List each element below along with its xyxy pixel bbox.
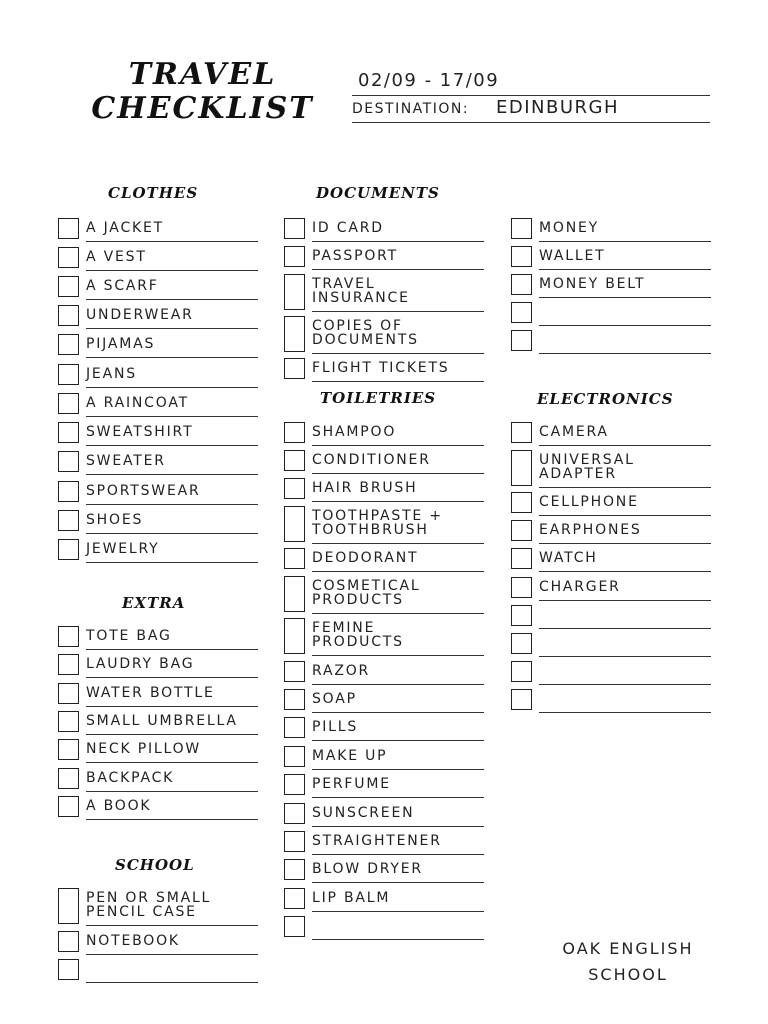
checklist-item: [284, 888, 484, 912]
item-label: BACKPACK: [86, 770, 175, 786]
item-underline: [312, 613, 484, 614]
checkbox[interactable]: [511, 605, 532, 626]
checklist-item: [58, 796, 258, 820]
item-label: COPIES OF DOCUMENTS: [312, 318, 419, 348]
checkbox[interactable]: [511, 492, 532, 513]
checklist-item: [511, 274, 711, 298]
checklist-item: [284, 246, 484, 270]
item-underline: [312, 571, 484, 572]
checklist-item: [284, 746, 484, 770]
checklist-item: [284, 831, 484, 855]
item-underline: [86, 762, 258, 763]
item-underline: [539, 628, 711, 629]
checkbox[interactable]: [511, 661, 532, 682]
checkbox[interactable]: [284, 218, 305, 239]
item-underline: [86, 241, 258, 242]
checkbox[interactable]: [58, 739, 79, 760]
item-label: JEWELRY: [86, 541, 160, 557]
item-label: LIP BALM: [312, 890, 391, 906]
checkbox[interactable]: [58, 931, 79, 952]
item-label: MONEY BELT: [539, 276, 646, 292]
checklist-item: [511, 633, 711, 657]
item-underline: [312, 241, 484, 242]
checklist-item: [511, 450, 711, 488]
checkbox[interactable]: [284, 506, 305, 542]
item-underline: [539, 445, 711, 446]
checklist-item: [511, 520, 711, 544]
checklist-item: [58, 334, 258, 358]
checkbox[interactable]: [284, 316, 305, 352]
checkbox[interactable]: [511, 633, 532, 654]
checklist-item: [58, 510, 258, 534]
destination-value: EDINBURGH: [496, 97, 620, 118]
item-underline: [86, 533, 258, 534]
checkbox[interactable]: [58, 305, 79, 326]
checklist-item: [58, 739, 258, 763]
item-underline: [312, 769, 484, 770]
checklist-item: [58, 481, 258, 505]
destination-label: DESTINATION:: [352, 101, 470, 117]
checklist-item: [284, 717, 484, 741]
item-underline: [86, 819, 258, 820]
checklist-item: [284, 689, 484, 713]
checklist-item: [58, 247, 258, 271]
checklist-item: [284, 803, 484, 827]
item-label: SHAMPOO: [312, 424, 397, 440]
item-underline: [312, 712, 484, 713]
checkbox[interactable]: [58, 654, 79, 675]
checkbox[interactable]: [284, 358, 305, 379]
item-underline: [312, 939, 484, 940]
checklist-item: [284, 316, 484, 354]
checklist-item: [58, 422, 258, 446]
checklist-item: [58, 959, 258, 983]
checklist-item: [284, 859, 484, 883]
section-title-clothes: CLOTHES: [108, 184, 199, 202]
checklist-item: [58, 305, 258, 329]
checklist-item: [58, 654, 258, 678]
item-label: MONEY: [539, 220, 599, 236]
item-label: LAUDRY BAG: [86, 656, 195, 672]
checklist-item: [58, 626, 258, 650]
checklist-item: [58, 768, 258, 792]
checkbox[interactable]: [284, 689, 305, 710]
item-underline: [539, 325, 711, 326]
item-label: CAMERA: [539, 424, 609, 440]
item-underline: [86, 982, 258, 983]
checkbox[interactable]: [58, 711, 79, 732]
item-underline: [312, 353, 484, 354]
checklist-item: [284, 274, 484, 312]
checklist-item: [58, 393, 258, 417]
item-underline: [312, 269, 484, 270]
item-label: NOTEBOOK: [86, 933, 180, 949]
checklist-item: [58, 888, 258, 926]
checklist-item: [58, 364, 258, 388]
item-label: A JACKET: [86, 220, 164, 236]
checkbox[interactable]: [284, 859, 305, 880]
item-label: EARPHONES: [539, 522, 642, 538]
checkbox[interactable]: [511, 577, 532, 598]
checklist-item: [284, 506, 484, 544]
item-underline: [312, 684, 484, 685]
checklist-item: [511, 661, 711, 685]
checkbox[interactable]: [58, 959, 79, 980]
item-label: TOTE BAG: [86, 628, 172, 644]
item-label: SWEATER: [86, 453, 166, 469]
item-label: DEODORANT: [312, 550, 419, 566]
checklist-item: [511, 330, 711, 354]
item-label: PIJAMAS: [86, 336, 156, 352]
checkbox[interactable]: [284, 746, 305, 767]
item-label: SPORTSWEAR: [86, 483, 201, 499]
item-underline: [86, 357, 258, 358]
item-underline: [539, 600, 711, 601]
checkbox[interactable]: [511, 246, 532, 267]
checkbox[interactable]: [284, 246, 305, 267]
checklist-item: [284, 618, 484, 656]
item-label: BLOW DRYER: [312, 861, 423, 877]
item-underline: [312, 543, 484, 544]
item-label: RAZOR: [312, 663, 371, 679]
checkbox[interactable]: [58, 218, 79, 239]
item-underline: [86, 925, 258, 926]
item-label: STRAIGHTENER: [312, 833, 442, 849]
checkbox[interactable]: [511, 218, 532, 239]
section-title-electronics: ELECTRONICS: [537, 390, 674, 408]
checkbox[interactable]: [284, 450, 305, 471]
item-underline: [86, 445, 258, 446]
checklist-item: [284, 576, 484, 614]
item-underline: [539, 269, 711, 270]
item-label: A BOOK: [86, 798, 152, 814]
checkbox[interactable]: [284, 916, 305, 937]
item-label: SMALL UMBRELLA: [86, 713, 238, 729]
checkbox[interactable]: [58, 626, 79, 647]
checklist-item: [511, 577, 711, 601]
checkbox[interactable]: [284, 831, 305, 852]
checkbox[interactable]: [284, 478, 305, 499]
item-label: PERFUME: [312, 776, 391, 792]
school-name-line-2: SCHOOL: [588, 965, 668, 984]
item-underline: [539, 543, 711, 544]
checklist-item: [284, 422, 484, 446]
item-underline: [312, 797, 484, 798]
checklist-item: [284, 916, 484, 940]
checklist-item: [284, 548, 484, 572]
destination-underline: [352, 122, 710, 123]
item-label: MAKE UP: [312, 748, 388, 764]
checklist-item: [58, 683, 258, 707]
item-underline: [312, 381, 484, 382]
item-label: CHARGER: [539, 579, 621, 595]
item-underline: [312, 826, 484, 827]
checklist-item: [511, 302, 711, 326]
checkbox[interactable]: [58, 510, 79, 531]
item-underline: [312, 445, 484, 446]
item-label: ID CARD: [312, 220, 384, 236]
checkbox[interactable]: [511, 548, 532, 569]
item-underline: [86, 734, 258, 735]
item-label: CONDITIONER: [312, 452, 431, 468]
checklist-item: [284, 478, 484, 502]
item-label: UNIVERSAL ADAPTER: [539, 452, 635, 482]
item-label: PILLS: [312, 719, 359, 735]
checkbox[interactable]: [511, 330, 532, 351]
item-underline: [86, 706, 258, 707]
item-label: JEANS: [86, 366, 137, 382]
checkbox[interactable]: [284, 422, 305, 443]
checkbox[interactable]: [58, 481, 79, 502]
checklist-item: [284, 218, 484, 242]
item-underline: [539, 712, 711, 713]
item-underline: [539, 515, 711, 516]
item-label: A RAINCOAT: [86, 395, 189, 411]
item-label: FLIGHT TICKETS: [312, 360, 450, 376]
section-title-extra: EXTRA: [122, 594, 186, 612]
item-underline: [539, 571, 711, 572]
item-label: SWEATSHIRT: [86, 424, 194, 440]
checklist-item: [511, 246, 711, 270]
checkbox[interactable]: [284, 888, 305, 909]
checklist-item: [511, 492, 711, 516]
checklist-item: [58, 218, 258, 242]
checkbox[interactable]: [58, 451, 79, 472]
checkbox[interactable]: [58, 422, 79, 443]
item-underline: [539, 656, 711, 657]
item-underline: [86, 387, 258, 388]
checkbox[interactable]: [284, 618, 305, 654]
checklist-item: [58, 451, 258, 475]
section-title-school: SCHOOL: [115, 856, 195, 874]
checklist-item: [284, 661, 484, 685]
checkbox[interactable]: [511, 450, 532, 486]
item-label: CELLPHONE: [539, 494, 639, 510]
item-label: WALLET: [539, 248, 606, 264]
checkbox[interactable]: [284, 717, 305, 738]
checklist-item: [58, 931, 258, 955]
checkbox[interactable]: [511, 274, 532, 295]
item-underline: [86, 270, 258, 271]
checklist-item: [511, 548, 711, 572]
checkbox[interactable]: [511, 689, 532, 710]
item-underline: [86, 474, 258, 475]
checkbox[interactable]: [58, 276, 79, 297]
checkbox[interactable]: [511, 422, 532, 443]
checkbox[interactable]: [58, 796, 79, 817]
item-label: FEMINE PRODUCTS: [312, 620, 404, 650]
item-underline: [86, 954, 258, 955]
checkbox[interactable]: [511, 302, 532, 323]
page-title: [80, 58, 325, 126]
item-label: HAIR BRUSH: [312, 480, 418, 496]
item-underline: [86, 791, 258, 792]
item-underline: [312, 740, 484, 741]
section-title-documents: DOCUMENTS: [316, 184, 440, 202]
item-label: TOOTHPASTE + TOOTHBRUSH: [312, 508, 443, 538]
checkbox[interactable]: [58, 334, 79, 355]
school-name-line-1: OAK ENGLISH: [562, 939, 694, 958]
item-underline: [312, 311, 484, 312]
item-underline: [312, 911, 484, 912]
item-label: SHOES: [86, 512, 144, 528]
checkbox[interactable]: [284, 774, 305, 795]
item-label: TRAVEL INSURANCE: [312, 276, 410, 306]
title-line-2: CHECKLIST: [91, 91, 314, 126]
checklist-item: [284, 774, 484, 798]
school-name: [548, 936, 708, 988]
checkbox[interactable]: [58, 364, 79, 385]
checkbox[interactable]: [58, 247, 79, 268]
item-underline: [86, 299, 258, 300]
item-label: SUNSCREEN: [312, 805, 415, 821]
item-label: PEN OR SMALL PENCIL CASE: [86, 890, 212, 920]
item-underline: [539, 297, 711, 298]
checkbox[interactable]: [58, 768, 79, 789]
checklist-item: [511, 422, 711, 446]
checklist-item: [58, 276, 258, 300]
item-label: WATCH: [539, 550, 598, 566]
item-underline: [86, 328, 258, 329]
checkbox[interactable]: [511, 520, 532, 541]
dates-underline: [352, 95, 710, 96]
item-label: UNDERWEAR: [86, 307, 194, 323]
section-title-toiletries: TOILETRIES: [320, 389, 437, 407]
checkbox[interactable]: [58, 393, 79, 414]
title-line-1: TRAVEL: [128, 57, 277, 92]
item-underline: [539, 353, 711, 354]
item-label: PASSPORT: [312, 248, 399, 264]
checkbox[interactable]: [284, 576, 305, 612]
item-underline: [312, 501, 484, 502]
item-underline: [312, 655, 484, 656]
item-underline: [86, 416, 258, 417]
item-underline: [539, 684, 711, 685]
checkbox[interactable]: [284, 803, 305, 824]
item-underline: [312, 854, 484, 855]
checklist-item: [284, 450, 484, 474]
checkbox[interactable]: [284, 548, 305, 569]
item-underline: [312, 473, 484, 474]
item-label: A SCARF: [86, 278, 159, 294]
checkbox[interactable]: [284, 274, 305, 310]
item-label: COSMETICAL PRODUCTS: [312, 578, 421, 608]
checkbox[interactable]: [58, 888, 79, 924]
item-underline: [312, 882, 484, 883]
checklist-item: [511, 689, 711, 713]
checklist-item: [284, 358, 484, 382]
item-label: SOAP: [312, 691, 357, 707]
checklist-item: [511, 218, 711, 242]
item-underline: [86, 504, 258, 505]
item-label: NECK PILLOW: [86, 741, 202, 757]
item-underline: [86, 562, 258, 563]
trip-dates: 02/09 - 17/09: [358, 70, 500, 91]
checklist-item: [58, 711, 258, 735]
item-underline: [86, 677, 258, 678]
item-underline: [539, 241, 711, 242]
checklist-item: [511, 605, 711, 629]
item-underline: [86, 649, 258, 650]
checkbox[interactable]: [58, 683, 79, 704]
checklist-item: [58, 539, 258, 563]
item-label: WATER BOTTLE: [86, 685, 215, 701]
item-underline: [539, 487, 711, 488]
item-label: A VEST: [86, 249, 147, 265]
checkbox[interactable]: [58, 539, 79, 560]
checkbox[interactable]: [284, 661, 305, 682]
